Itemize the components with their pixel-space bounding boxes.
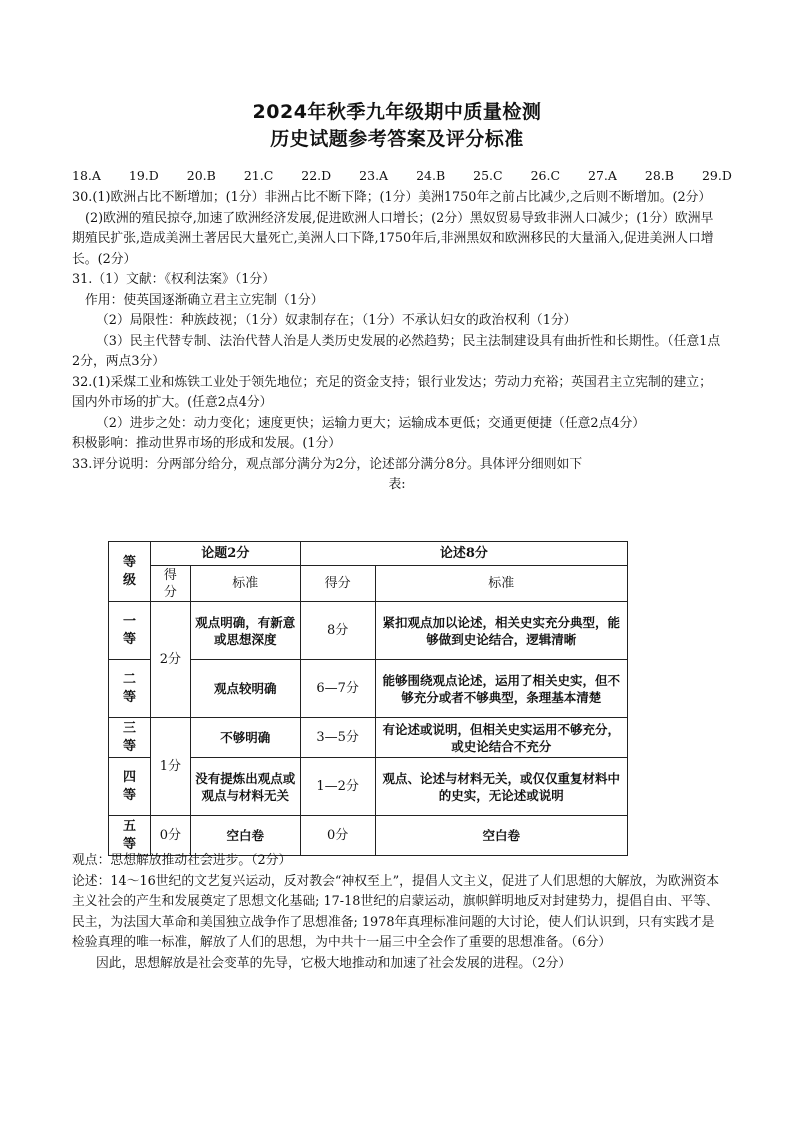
level-text: 五等: [122, 818, 136, 852]
choice-answer: 25.C: [473, 168, 503, 183]
choice-answer: 26.C: [530, 168, 561, 183]
level-cell: [109, 718, 151, 758]
choice-answer: 22.D: [301, 168, 332, 183]
arg-standard-cell: 能够围绕观点论述，运用了相关史实，但不够充分或者不够典型，条理基本清楚: [375, 660, 627, 718]
choice-answer: 28.B: [644, 168, 674, 183]
choice-answer: 20.B: [186, 168, 216, 183]
choice-answers-row: [72, 168, 732, 183]
choice-answer: 23.A: [359, 168, 389, 183]
arg-score-cell: 0分: [300, 816, 375, 856]
arg-score-cell: 3—5分: [300, 718, 375, 758]
q30-part2: (2)欧洲的殖民掠夺,加速了欧洲经济发展,促进欧洲人口增长；(2分）黑奴贸易导致非洲人口减少；(1分）欧洲早期殖民扩张,造成美洲土著居民大量死亡,美洲人口下降,1750年后,非洲黑奴和欧洲移民的大量涌入,促进美洲人口增长。(2分）: [72, 210, 714, 267]
answers-30-32: [72, 188, 722, 496]
arg-standard-cell: 空白卷: [375, 816, 627, 856]
topic-score-cell: 2分: [150, 602, 190, 718]
level-cell: [109, 816, 151, 856]
header-arg-standard: 标准: [375, 566, 627, 602]
topic-score-cell: 1分: [150, 718, 190, 816]
level-cell: [109, 660, 151, 718]
arg-score-cell: 1—2分: [300, 758, 375, 816]
topic-score-cell: 0分: [150, 816, 190, 856]
topic-standard-cell: 观点明确，有新意或思想深度: [190, 602, 300, 660]
topic-standard-cell: 没有提炼出观点或观点与材料无关: [190, 758, 300, 816]
grading-table: [108, 541, 628, 856]
q33-model-answer: [72, 851, 722, 974]
q33-conclusion: 因此，思想解放是社会变革的先导，它极大地推动和加速了社会发展的进程。（2分）: [96, 955, 572, 971]
header-topic-standard: 标准: [190, 566, 300, 602]
arg-score-cell: 8分: [300, 602, 375, 660]
header-topic-score-text: 得分: [163, 567, 177, 600]
topic-standard-cell: 不够明确: [190, 718, 300, 758]
choice-answer: 24.B: [416, 168, 446, 183]
document-subtitle: 历史试题参考答案及评分标准: [270, 128, 524, 150]
topic-standard-cell: 空白卷: [190, 816, 300, 856]
q33-viewpoint: 观点：思想解放推动社会进步。（2分）: [72, 853, 292, 868]
q32-impact: 积极影响：推动世界市场的形成和发展。(1分）: [72, 436, 342, 451]
table-row: [109, 816, 628, 856]
level-cell: [109, 602, 151, 660]
choice-answer: 19.D: [128, 168, 159, 183]
header-arg-score: 得分: [300, 566, 375, 602]
arg-standard-cell: 观点、论述与材料无关，或仅仅重复材料中的史实，无论述或说明: [375, 758, 627, 816]
level-text: 四等: [122, 769, 136, 803]
level-text: 二等: [122, 671, 136, 705]
q31-part2: （2）局限性：种族歧视；（1分）奴隶制存在；（1分）不承认妇女的政治权利（1分）: [96, 313, 577, 328]
level-text: 三等: [122, 720, 136, 754]
table-row: [109, 602, 628, 660]
q33-intro: 33.评分说明：分两部分给分，观点部分满分为2分，论述部分满分8分。具体评分细则如下: [72, 456, 583, 472]
arg-score-cell: 6—7分: [300, 660, 375, 718]
choice-answer: 27.A: [588, 168, 617, 183]
header-topic: 论题2分: [150, 542, 300, 566]
q32-part2: （2）进步之处：动力变化；速度更快；运输力更大；运输成本更低；交通更便捷（任意2点4分）: [96, 415, 646, 431]
choice-answer: 29.D: [701, 168, 732, 183]
header-argument: 论述8分: [300, 542, 627, 566]
arg-standard-cell: 有论述或说明，但相关史实运用不够充分，或史论结合不充分: [375, 718, 627, 758]
document-title: 2024年秋季九年级期中质量检测: [252, 101, 542, 123]
q31-part1: 31.（1）文献：《权利法案》（1分）: [72, 272, 275, 287]
topic-standard-cell: 观点较明确: [190, 660, 300, 718]
q31-effect: 作用：使英国逐渐确立君主立宪制（1分）: [85, 292, 324, 308]
level-cell: [109, 758, 151, 816]
header-topic-score: [150, 566, 190, 602]
choice-answer: 21.C: [243, 168, 274, 183]
header-level: [109, 542, 151, 602]
q32-part1: 32.(1)采煤工业和炼铁工业处于领先地位；充足的资金支持；银行业发达；劳动力充裕；英国君主立宪制的建立；国内外市场的扩大。(任意2点4分）: [72, 374, 712, 410]
header-level-text: 等级: [122, 554, 136, 588]
level-text: 一等: [122, 613, 136, 647]
q33-argument: 论述：14～16世纪的文艺复兴运动，反对教会“神权至上”，提倡人文主义，促进了人们思想的大解放，为欧洲资本主义社会的产生和发展奠定了思想文化基础; 17-18世纪的启蒙运动，旗帜鲜明地反对封建势力，提倡自由、平等、民主，为法国大革命和美国独立战争作了思想准备; 1978年真理标准问题的大讨论，使人们认识到，只有实践才是检验真理的唯一标准，解放了人们的思想，为中共十一届三中全会作了重要的思想准备。（6分）: [72, 873, 720, 950]
q33-intro-tail: 表:: [388, 477, 406, 492]
q31-part3: （3）民主代替专制、法治代替人治是人类历史发展的必然趋势；民主法制建设具有曲折性和长期性。（任意1点2分，两点3分）: [72, 333, 721, 369]
choice-answer: 18.A: [72, 168, 101, 183]
table-row: [109, 718, 628, 758]
q30-part1: 30.(1)欧洲占比不断增加；(1分）非洲占比不断下降；(1分）美洲1750年之前占比减少,之后则不断增加。(2分）: [72, 190, 712, 205]
arg-standard-cell: 紧扣观点加以论述，相关史实充分典型，能够做到史论结合，逻辑清晰: [375, 602, 627, 660]
